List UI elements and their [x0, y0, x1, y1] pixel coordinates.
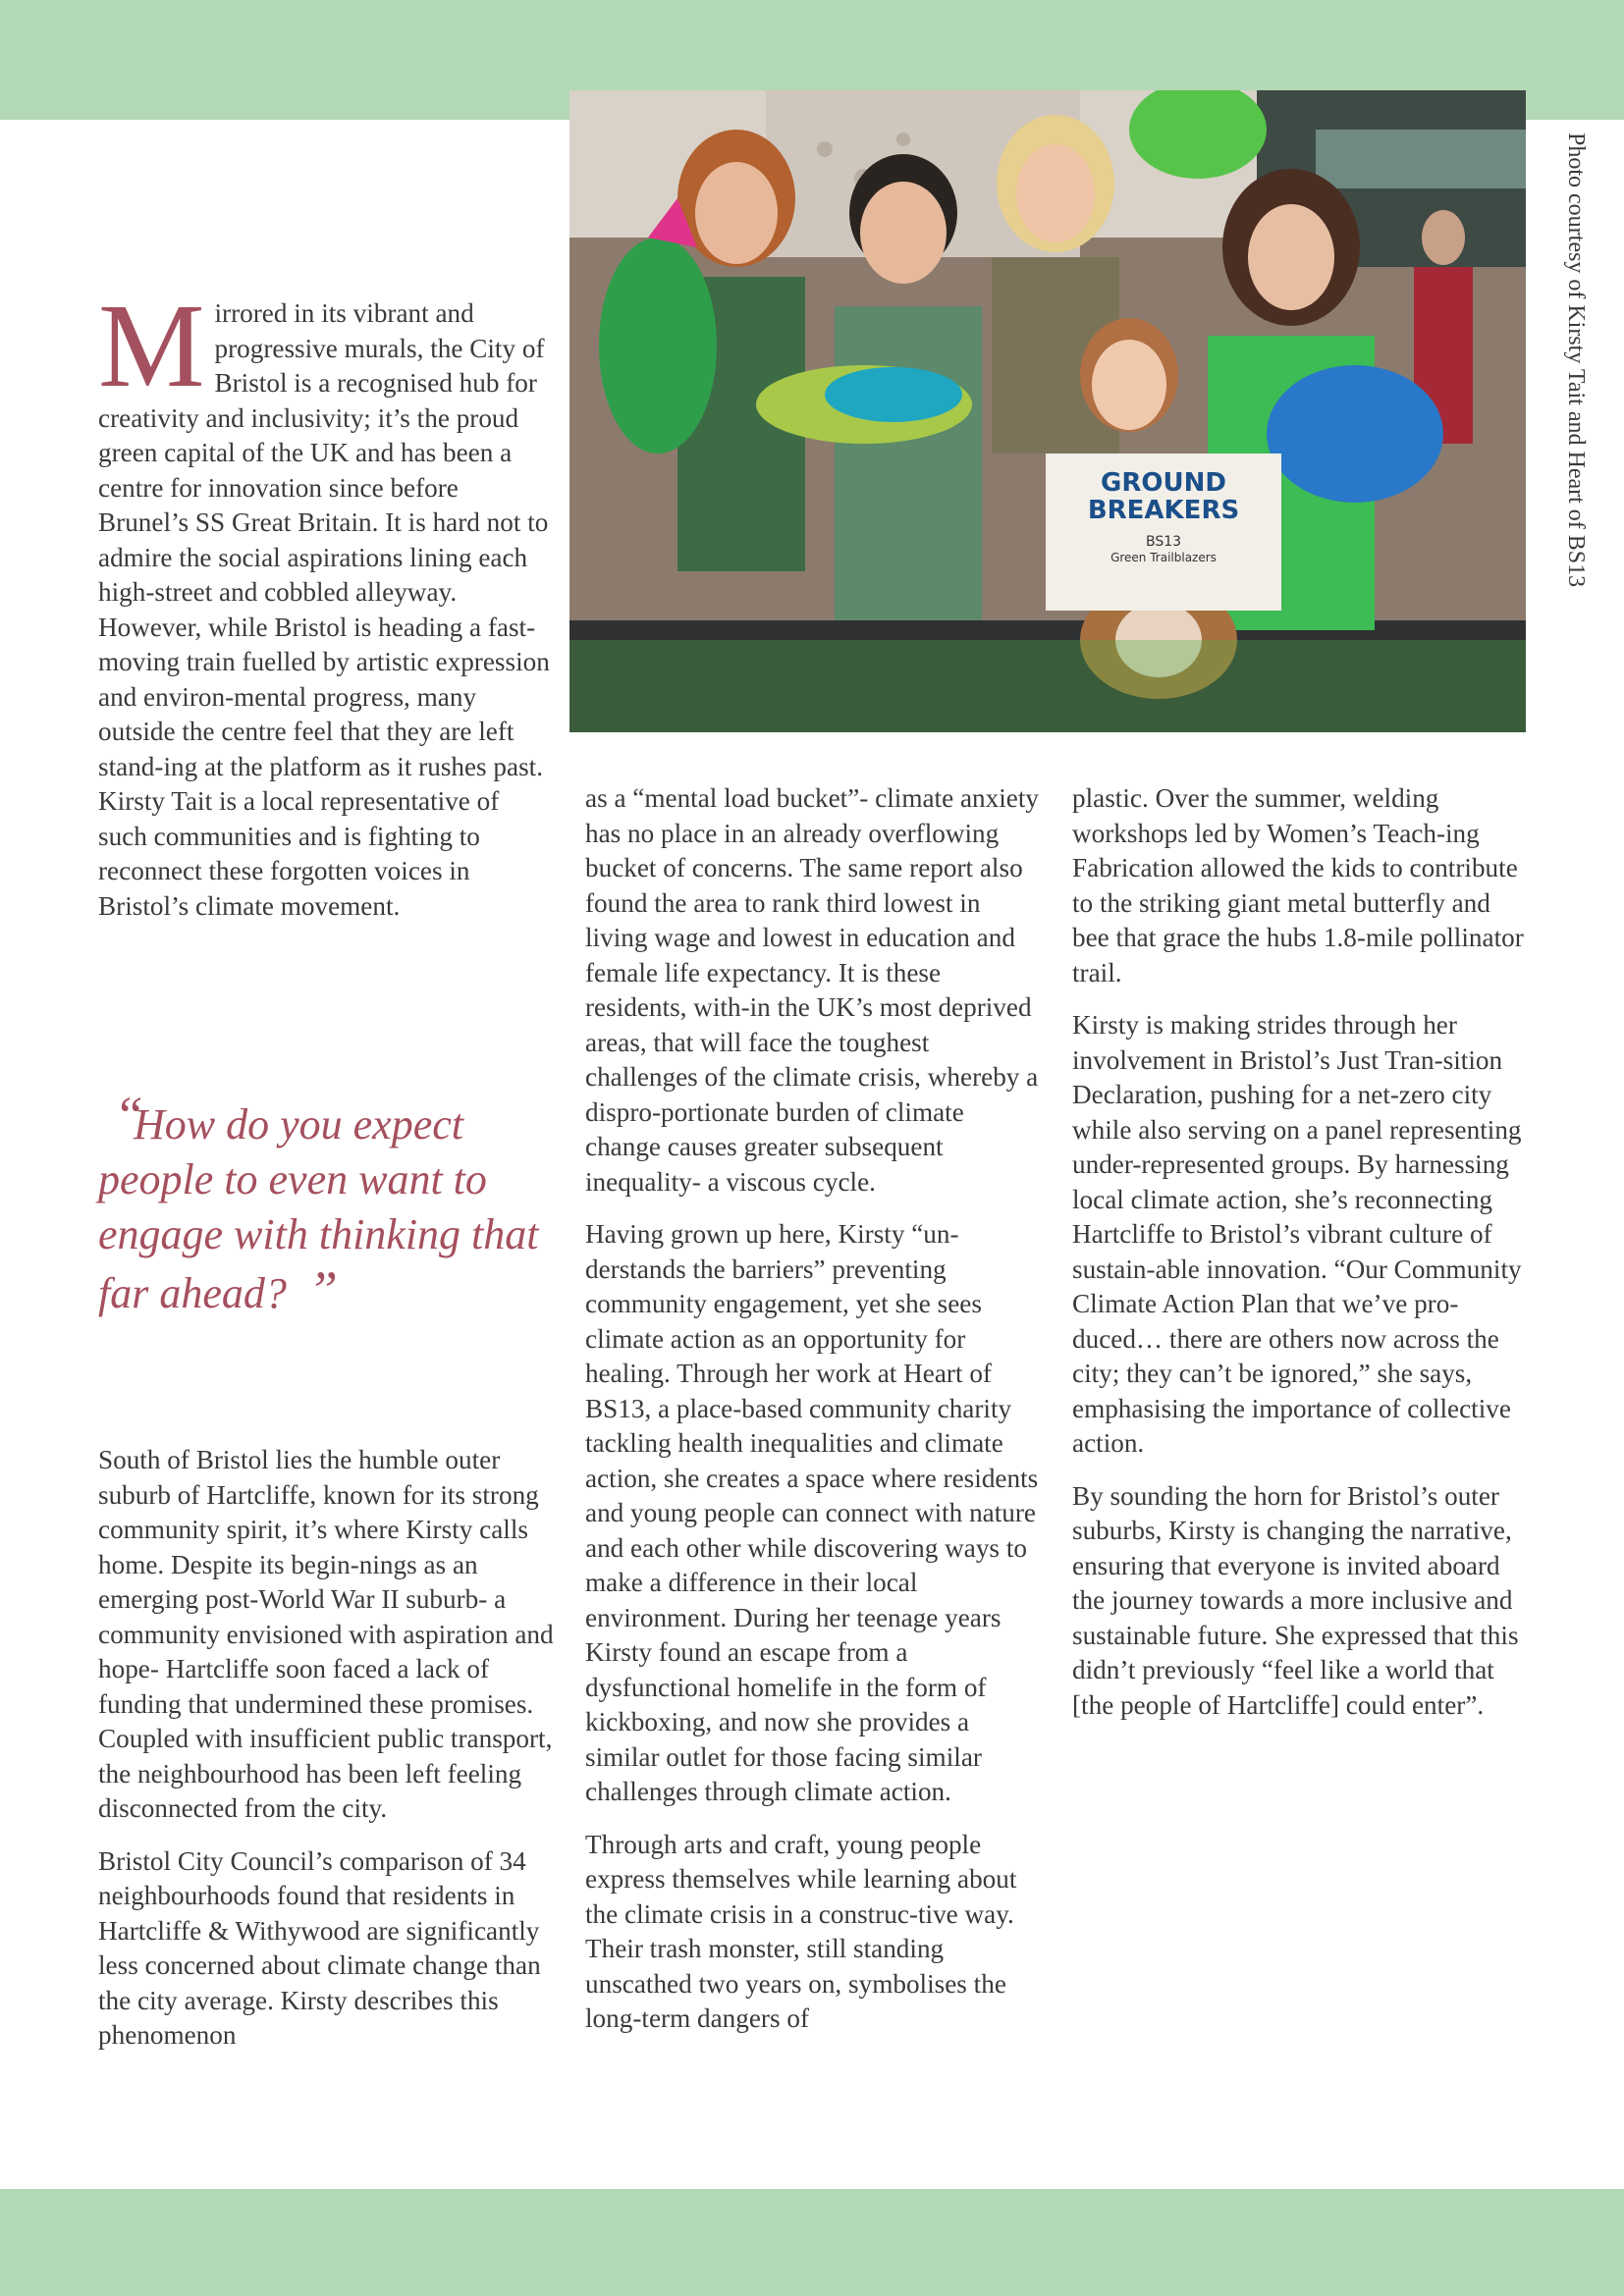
sign-text	[1046, 454, 1281, 611]
intro-text: irrored in its vibrant and progressive murals, the City of Bristol is a recognised hub for creativity and inclusivity; it’s the proud green capital of the UK and has been a centre for innovation since before Brunel’s SS Great Britain. It is hard not to admire the social aspirations lining each high-street and cobbled alleyway. However, while Bristol is heading a fast-moving train fuelled by artistic expression and environ-mental progress, many outside the centre feel that they are left stand-ing at the platform as it rushes past. Kirsty Tait is a local representative of such communities and is fighting to reconnect these forgotten voices in Bristol’s climate movement.	[98, 298, 550, 921]
photo-credit: Photo courtesy of Kirsty Tait and Heart of BS13	[1563, 133, 1589, 588]
intro-text-block	[98, 280, 552, 924]
pull-quote-text	[98, 1097, 560, 1321]
paragraph: Through arts and craft, young people express themselves while learning about the climate crisis in a construc-tive way. Their trash monster, still standing unscathed two years on, symbolises the long-term dangers of	[585, 1829, 1017, 2033]
paragraph: South of Bristol lies the humble outer suburb of Hartcliffe, known for its strong community spirit, it’s where Kirsty calls home. Despite its begin-nings as an emerging post-World War II suburb- a community envisioned with aspiration and hope- Hartcliffe soon faced a lack of funding that undermined these promises. Coupled with insufficient public transport, the neighbourhood has been left feeling disconnected from the city.	[98, 1445, 554, 1823]
bottom-green-band	[0, 2189, 1624, 2296]
paragraph: as a “mental load bucket”- climate anxiety has no place in an already overflowing bucket of concerns. The same report also found the area to rank third lowest in living wage and lowest in education and female life expectancy. It is these residents, with-in the UK’s most deprived areas, that will face the toughest challenges of the climate crisis, whereby a dispro-portionate burden of climate change causes greater subsequent inequality- a viscous cycle.	[585, 783, 1039, 1197]
paragraph: plastic. Over the summer, welding workshops led by Women’s Teach-ing Fabrication allowed the kids to contribute to the striking giant metal butterfly and bee that grace the hubs 1.8-mile pollinator trail.	[1072, 783, 1524, 988]
sign-line2: BREAKERS	[1087, 496, 1240, 525]
sign-line1: GROUND	[1101, 468, 1226, 498]
column-1	[98, 1443, 560, 2071]
column-3	[1072, 781, 1524, 1740]
sign-line4: Green Trailblazers	[1110, 551, 1217, 564]
close-quote-mark: ”	[307, 1260, 338, 1319]
paragraph: By sounding the horn for Bristol’s outer suburbs, Kirsty is changing the narrative, ensuring that everyone is invited aboard the journey towards a more inclusive and sustainable future. She expressed that this didn’t previously “feel like a world that [the people of Hartcliffe] could enter”.	[1072, 1480, 1519, 1720]
photo-illustration	[569, 90, 1526, 732]
paragraph: Bristol City Council’s comparison of 34 neighbourhoods found that residents in Hartcliffe & Withywood are significantly less concerned about climate change than the city average. Kirsty describes this phenomenon	[98, 1845, 541, 2050]
intro-paragraph	[98, 280, 552, 941]
pull-quote	[98, 1086, 560, 1321]
pull-quote-body: How do you expect people to even want to engage with thinking that far ahead?	[98, 1100, 539, 1317]
paragraph: Having grown up here, Kirsty “un-derstands the barriers” preventing community engagement, yet she sees climate action as an opportunity for healing. Through her work at Heart of BS13, a place-based community charity tackling health inequalities and climate action, she creates a space where residents and young people can connect with nature and each other while discovering ways to make a difference in their local environment. During her teenage years Kirsty found an escape from a dysfunctional homelife in the form of kickboxing, and now she provides a similar outlet for those facing similar challenges through climate action.	[585, 1219, 1039, 1806]
community-photo	[569, 90, 1526, 732]
drop-cap: M	[98, 280, 205, 412]
paragraph: Kirsty is making strides through her involvement in Bristol’s Just Tran-sition Declaration, pushing for a net-zero city while also serving on a panel representing under-represented groups. By harnessing local climate action, she’s reconnecting Hartcliffe to Bristol’s vibrant culture of sustain-able innovation. “Our Community Climate Action Plan that we’ve pro-duced… there are others now across the city; they can’t be ignored,” she says, emphasising the importance of collective action.	[1072, 1010, 1522, 1458]
column-2	[585, 781, 1045, 2055]
open-quote-mark: “	[114, 1086, 144, 1145]
sign-line3: BS13	[1145, 534, 1182, 550]
